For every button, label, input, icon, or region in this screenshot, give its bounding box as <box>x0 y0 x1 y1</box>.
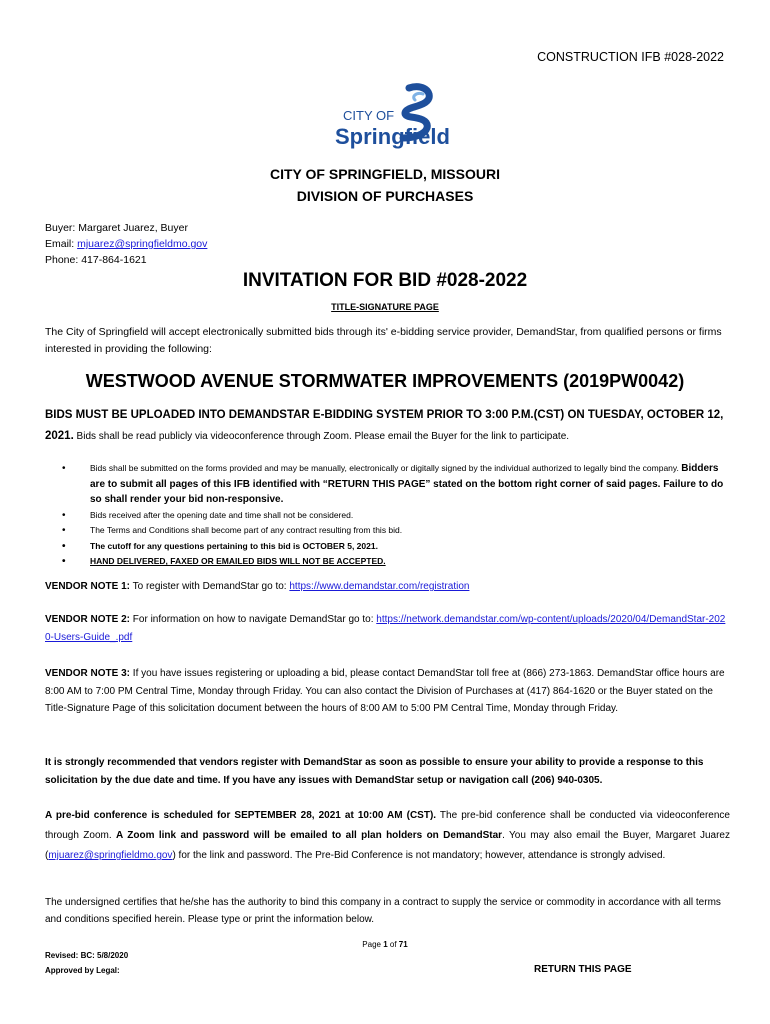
springfield-s-logo-icon <box>333 82 450 152</box>
prebid-email-link[interactable]: mjuarez@springfieldmo.gov <box>48 850 173 861</box>
return-this-page: RETURN THIS PAGE <box>534 964 632 975</box>
org-name: CITY OF SPRINGFIELD, MISSOURI <box>270 166 500 182</box>
page-pre: Page <box>362 940 384 949</box>
list-item: • HAND DELIVERED, FAXED OR EMAILED BIDS WILL NOT BE ACCEPTED. <box>62 554 727 570</box>
city-logo <box>333 82 450 152</box>
bid-deadline <box>45 405 730 447</box>
certification-statement: The undersigned certifies that he/she has the authority to bind this company in a contract to supply the service or commodity in accordance with all terms and conditions specified herein. Please type or print the information below. <box>45 897 721 925</box>
page-subtitle: TITLE-SIGNATURE PAGE <box>331 302 439 312</box>
registration-recommendation: It is strongly recommended that vendors register with DemandStar as soon as possible to ensure your ability to provide a response to this solicitation by the due date and time. If you have any issues with DemandStar setup or navigation call (206) 940-0305. <box>45 757 704 786</box>
prebid-text-3: ) for the link and password. The Pre-Bid Conference is not mandatory; however, attendance is strongly advised. <box>172 850 666 861</box>
phone-line: Phone: 417-864-1621 <box>45 254 147 266</box>
list-item <box>62 461 727 508</box>
vendor-note-1-label: VENDOR NOTE 1: <box>45 581 131 592</box>
page-number <box>0 940 770 949</box>
vendor-note-3-label: VENDOR NOTE 3: <box>45 668 131 679</box>
logo-city-of: CITY OF <box>343 108 395 123</box>
bid-rules-list <box>62 461 727 570</box>
prebid-conference <box>45 806 730 866</box>
registration-link[interactable]: https://www.demandstar.com/registration <box>289 581 470 592</box>
users-guide-link[interactable]: https://network.demandstar.com/wp-content/uploads/2020/04/DemandStar-2020-Users-Guide_.pdf <box>45 614 726 643</box>
email-label: Email: <box>45 238 78 250</box>
deadline-normal: Bids shall be read publicly via videoconference through Zoom. Please email the Buyer for the link to participate. <box>73 431 570 442</box>
prebid-text-2: . You may also email the Buyer, Margaret Juarez ( <box>45 830 730 861</box>
page-current: 1 <box>383 940 388 949</box>
vendor-note-2-label: VENDOR NOTE 2: <box>45 614 131 625</box>
intro-paragraph: The City of Springfield will accept electronically submitted bids through its' e-bidding service provider, DemandStar, from qualified persons or firms interested in providing the following: <box>45 326 722 355</box>
list-item: • Bids received after the opening date and time shall not be considered. <box>62 508 727 524</box>
vendor-note-1-text: To register with DemandStar go to: <box>130 581 290 592</box>
page-mid: of <box>387 940 399 949</box>
page-title: INVITATION FOR BID #028-2022 <box>242 270 528 291</box>
revised-date: Revised: BC: 5/8/2020 <box>45 951 129 960</box>
rule-1-bold: Bidders are to submit all pages of this IFB identified with “RETURN THIS PAGE” stated on the bottom right corner of said pages. Failure to do so shall render your bid non-responsive. <box>90 463 724 505</box>
ifb-reference: CONSTRUCTION IFB #028-2022 <box>537 50 724 64</box>
prebid-zoom-note: A Zoom link and password will be emailed to all plan holders on DemandStar <box>116 830 503 841</box>
email-line <box>45 238 207 250</box>
vendor-note-2-text: For information on how to navigate DemandStar go to: <box>130 614 377 625</box>
approved-by-legal: Approved by Legal: <box>45 966 120 975</box>
list-item: • The cutoff for any questions pertaining to this bid is OCTOBER 5, 2021. <box>62 539 727 555</box>
rule-1-text: Bids shall be submitted on the forms provided and may be manually, electronically or digitally signed by the individual authorized to legally bind the company. <box>90 463 682 473</box>
vendor-note-3 <box>45 665 730 718</box>
vendor-note-1 <box>45 578 730 596</box>
vendor-note-3-text: If you have issues registering or uploading a bid, please contact DemandStar toll free at (866) 273-1863. DemandStar office hours are 8:00 AM to 7:00 PM Central Time, Monday through Friday. You can also contact the Division of Purchases at (417) 864-1620 or the Buyer stated on the Title-Signature Page of this solicitation document between the hours of 8:00 AM to 5:00 PM Central Time, Monday through Friday. <box>45 668 725 714</box>
buyer-email-link[interactable]: mjuarez@springfieldmo.gov <box>77 238 208 250</box>
prebid-date: A pre-bid conference is scheduled for SEPTEMBER 28, 2021 at 10:00 AM (CST). <box>45 810 437 821</box>
project-title: WESTWOOD AVENUE STORMWATER IMPROVEMENTS (2019PW0042) <box>85 371 685 391</box>
list-item: • The Terms and Conditions shall become part of any contract resulting from this bid. <box>62 523 727 539</box>
logo-springfield: Springfield <box>335 124 450 149</box>
buyer-line: Buyer: Margaret Juarez, Buyer <box>45 222 188 234</box>
org-division: DIVISION OF PURCHASES <box>296 188 474 204</box>
page-total: 71 <box>398 940 408 949</box>
prebid-text-1: The pre-bid conference shall be conducted via videoconference through Zoom. <box>45 810 730 841</box>
vendor-note-2 <box>45 611 730 646</box>
deadline-bold: BIDS MUST BE UPLOADED INTO DEMANDSTAR E-BIDDING SYSTEM PRIOR TO 3:00 P.M.(CST) ON TUESDAY, OCTOBER 12, 2021. <box>45 409 724 442</box>
